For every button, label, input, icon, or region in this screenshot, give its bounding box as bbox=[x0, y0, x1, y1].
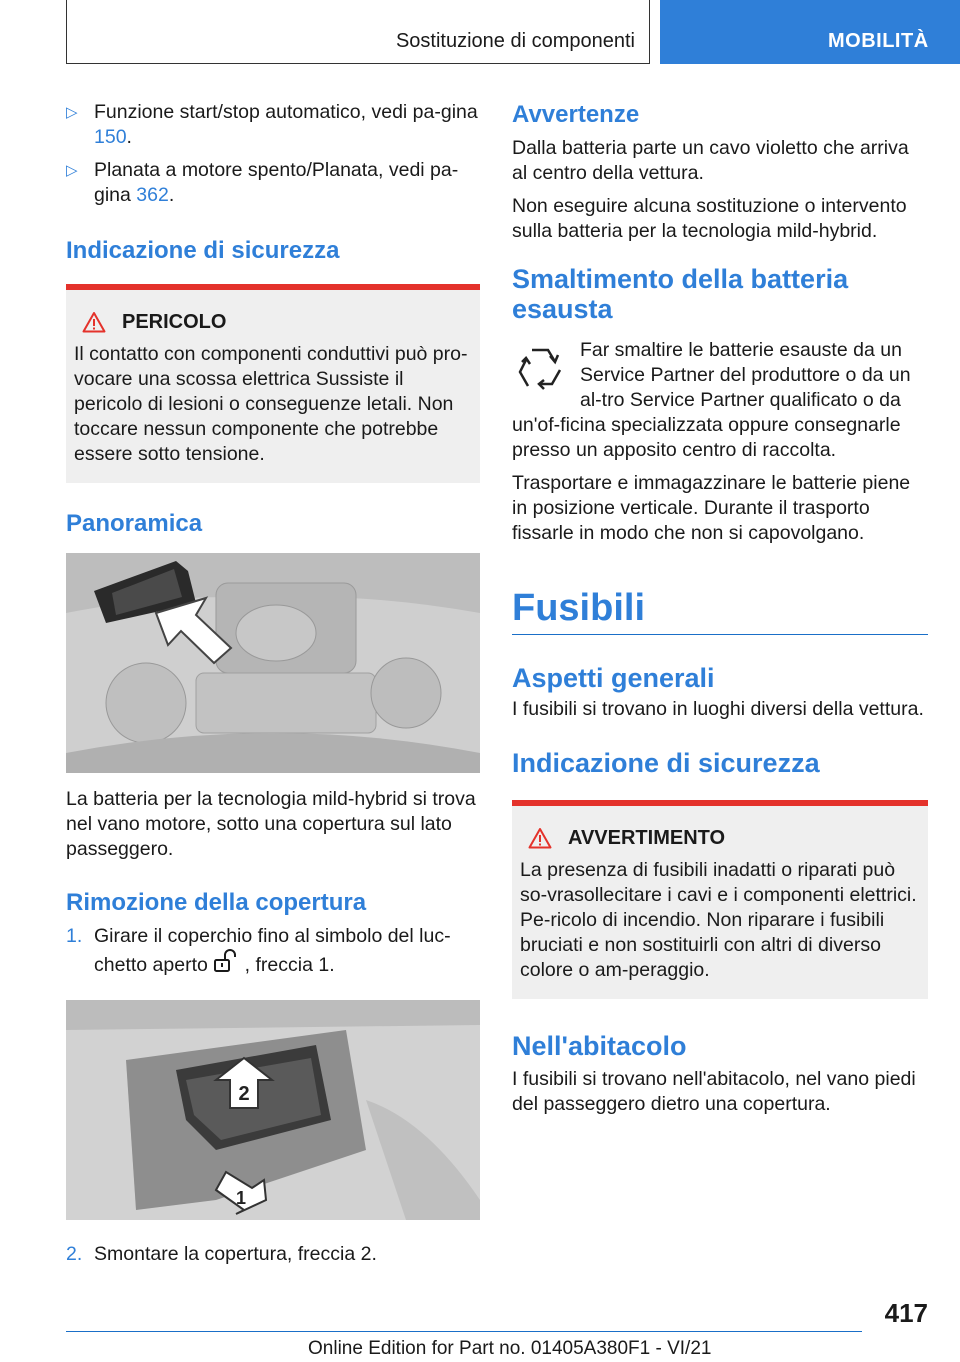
safety-heading: Indicazione di sicurezza bbox=[66, 237, 340, 264]
arrow-label: 1 bbox=[235, 1188, 247, 1208]
general-heading: Aspetti generali bbox=[512, 663, 715, 693]
page-link[interactable]: 150 bbox=[94, 126, 127, 148]
step-number: 1. bbox=[66, 925, 83, 947]
overview-heading: Panoramica bbox=[66, 510, 203, 537]
step-item: 2. Smontare la copertura, freccia 2. bbox=[66, 1243, 377, 1265]
disposal-heading: Smaltimento della batteria esausta bbox=[512, 264, 849, 324]
fuses-heading: Fusibili bbox=[512, 587, 645, 629]
general-text: I fusibili si trovano in luoghi diversi della vettura. bbox=[512, 698, 924, 720]
open-lock-icon bbox=[213, 949, 239, 973]
fuse-safety-heading: Indicazione di sicurezza bbox=[512, 748, 820, 778]
left-column bbox=[66, 100, 480, 1267]
page-link[interactable]: 362 bbox=[136, 184, 169, 206]
cabin-text: I fusibili si trovano nell'abitacolo, nel vano piedi del passeggero dietro una copertura. bbox=[512, 1068, 916, 1115]
warning-triangle-icon bbox=[528, 827, 552, 849]
section-tab[interactable] bbox=[660, 0, 960, 64]
step-item: 1. Girare il coperchio fino al simbolo del luc-chetto aperto , freccia 1. bbox=[66, 925, 451, 976]
removal-heading: Rimozione della copertura bbox=[66, 889, 367, 916]
list-item: ▷ Funzione start/stop automatico, vedi pa-gina 150. bbox=[66, 101, 478, 148]
danger-text: Il contatto con componenti conduttivi può pro-vocare una scossa elettrica Sussiste il pericolo di lesioni o conseguenze letali. Non toccare nessun componente che potrebbe essere sotto tensione. bbox=[74, 343, 468, 465]
warnings-text-1: Dalla batteria parte un cavo violetto che arriva al centro della vettura. bbox=[512, 137, 909, 184]
disposal-block bbox=[512, 338, 928, 463]
warnings-heading: Avvertenze bbox=[512, 101, 640, 128]
engine-bay-photo bbox=[66, 553, 480, 773]
recycle-icon bbox=[514, 342, 566, 394]
danger-box bbox=[66, 284, 480, 483]
overview-text: La batteria per la tecnologia mild-hybrid si trova nel vano motore, sotto una copertura sul lato passeggero. bbox=[66, 788, 476, 860]
warning-triangle-icon bbox=[82, 311, 106, 333]
arrow-label: 2 bbox=[238, 1083, 250, 1105]
battery-cover-photo bbox=[66, 1000, 480, 1220]
caution-title: AVVERTIMENTO bbox=[528, 826, 920, 850]
section-tab-label: MOBILITÀ bbox=[828, 30, 929, 52]
list-item: ▷ Planata a motore spento/Planata, vedi pa-gina 362. bbox=[66, 159, 459, 206]
disposal-text-2: Trasportare e immagazzinare le batterie piene in posizione verticale. Durante il trasporto fissarle in modo che non si capovolgano. bbox=[512, 472, 911, 544]
disposal-text-1: Far smaltire le batterie esauste da un Service Partner del produttore o da un al-tro Service Partner qualificato o da un'of-ficina specializzata oppure consegnarle presso un apposito centro di raccolta. bbox=[512, 339, 911, 461]
footer-rule bbox=[66, 1331, 862, 1332]
footer-edition: Online Edition for Part no. 01405A380F1 - VI/21 bbox=[308, 1338, 712, 1359]
section-title: Sostituzione di componenti bbox=[395, 30, 635, 52]
danger-title: PERICOLO bbox=[82, 310, 472, 334]
triangle-bullet-icon: ▷ bbox=[66, 104, 78, 121]
right-column bbox=[512, 100, 928, 1117]
heading-rule bbox=[512, 634, 928, 635]
page-number: 417 bbox=[884, 1298, 928, 1328]
step-number: 2. bbox=[66, 1243, 83, 1265]
warnings-text-2: Non eseguire alcuna sostituzione o intervento sulla batteria per la tecnologia mild-hybrid. bbox=[512, 195, 907, 242]
caution-text: La presenza di fusibili inadatti o riparati può so-vrasollecitare i cavi e i componenti elettrici. Pe-ricolo di incendio. Non riparare i fusibili bruciati e non sostituirli con altri di diverso colore o am-peraggio. bbox=[520, 859, 917, 981]
cabin-heading: Nell'abitacolo bbox=[512, 1031, 687, 1061]
caution-box bbox=[512, 800, 928, 999]
header-box bbox=[66, 0, 650, 64]
triangle-bullet-icon: ▷ bbox=[66, 162, 78, 179]
